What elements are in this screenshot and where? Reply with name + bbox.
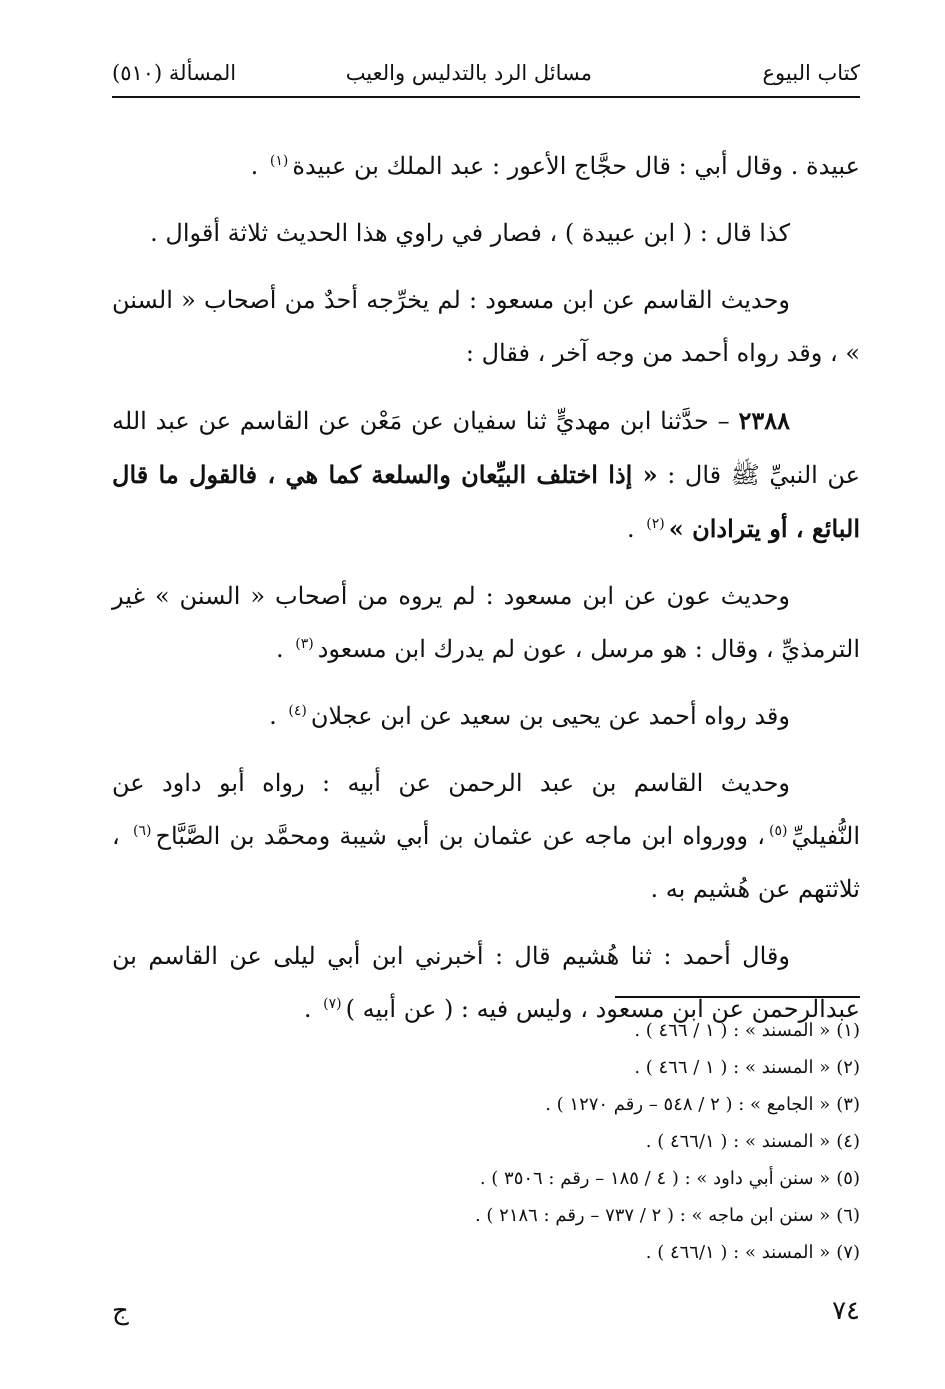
text-segment: – حدَّثنا ابن مهديٍّ ثنا سفيان عن مَعْن عن القاسم عن عبد الله عن النبيِّ ﷺ قال : — [112, 407, 860, 489]
body-text — [112, 140, 860, 1050]
hadith-number: ٢٣٨٨ — [738, 406, 790, 435]
footnote-number: (٤) — [836, 1131, 860, 1152]
footnote — [112, 1086, 860, 1123]
text-segment: . — [250, 152, 266, 180]
text-segment: . — [269, 702, 285, 730]
text-segment: وقد رواه أحمد عن يحيى بن سعيد عن ابن عجلان — [310, 702, 790, 730]
text-segment: . — [627, 515, 643, 543]
footnote-number: (٢) — [836, 1057, 860, 1078]
text-segment: « إذا اختلف البيِّعان والسلعة كما هي ، فالقول ما قال البائع ، أو يترادان » — [112, 460, 860, 543]
footnote-reference: (٢) — [646, 516, 665, 532]
text-segment: عبيدة . وقال أبي : قال حجَّاج الأعور : عبد الملك بن عبيدة — [292, 152, 860, 180]
footnote — [112, 1049, 860, 1086]
running-head — [112, 58, 860, 92]
footnote-text: « المسند » : ( ١ / ٤٦٦ ) . — [634, 1057, 831, 1078]
footnote-reference: (٥) — [768, 823, 788, 839]
footnote-reference: (٣) — [295, 636, 314, 652]
footnote-text: « الجامع » : ( ٢ / ٥٤٨ – رقم ١٢٧٠ ) . — [545, 1094, 831, 1115]
paragraph — [112, 394, 860, 556]
footnote-text: « المسند » : ( ١ / ٤٦٦ ) . — [634, 1020, 831, 1041]
signature-letter: ج — [112, 1296, 129, 1326]
footnote-reference: (٤) — [288, 703, 307, 719]
text-segment: كذا قال : ( ابن عبيدة ) ، فصار في راوي هذا الحديث ثلاثة أقوال . — [150, 219, 790, 247]
footnote — [112, 1197, 860, 1234]
text-segment: وقال أحمد : ثنا هُشيم قال : أخبرني ابن أبي ليلى عن القاسم بن عبدالرحمن عن ابن مسعود ، وليس فيه : ( عن أبيه ) — [112, 942, 860, 1023]
text-segment: ، وورواه ابن ماجه عن عثمان بن أبي شيبة ومحمَّد بن الصَّبَّاح — [155, 822, 765, 850]
footnote — [112, 1234, 860, 1271]
footnote-text: « المسند » : ( ٤٦٦/١ ) . — [645, 1242, 831, 1263]
running-head-chapter: مسائل الرد بالتدليس والعيب — [345, 61, 592, 85]
header-rule — [112, 96, 860, 98]
footnote — [112, 1160, 860, 1197]
text-segment: وحديث القاسم عن ابن مسعود : لم يخرِّجه أحدٌ من أصحاب « السنن » ، وقد رواه أحمد من وجه آخر ، فقال : — [112, 286, 860, 367]
footnote — [112, 1123, 860, 1160]
paragraph — [112, 570, 860, 676]
footnote-rule — [615, 996, 860, 998]
footnote-number: (٦) — [836, 1205, 860, 1226]
footnote — [112, 1012, 860, 1049]
footnote-text: « المسند » : ( ٤٦٦/١ ) . — [645, 1131, 831, 1152]
paragraph — [112, 690, 860, 743]
footnote-number: (٥) — [836, 1168, 860, 1189]
text-segment: ، ثلاثتهم عن هُشيم به . — [112, 822, 860, 903]
text-segment: وحديث عون عن ابن مسعود : لم يروه من أصحاب « السنن » غير الترمذيِّ ، وقال : هو مرسل ، عون لم يدرك ابن مسعود — [112, 582, 860, 663]
footnote-reference: (٧) — [323, 996, 342, 1012]
footnotes — [112, 1012, 860, 1271]
running-head-issue: المسألة (٥١٠) — [112, 61, 237, 85]
paragraph — [112, 207, 860, 260]
paragraph — [112, 274, 860, 380]
footnote-text: « سنن ابن ماجه » : ( ٢ / ٧٣٧ – رقم : ٢١٨٦ ) . — [474, 1205, 831, 1226]
footnote-text: « سنن أبي داود » : ( ٤ / ١٨٥ – رقم : ٣٥٠٦ ) . — [479, 1168, 831, 1189]
text-segment: . — [275, 635, 292, 663]
footnote-reference: (٦) — [133, 823, 152, 839]
paragraph — [112, 757, 860, 916]
text-segment: وحديث القاسم بن عبد الرحمن عن أبيه : رواه أبو داود عن النُّفيليِّ — [112, 769, 860, 850]
text-segment: . — [303, 995, 320, 1023]
footnote-number: (٣) — [836, 1094, 860, 1115]
footnote-reference: (١) — [269, 153, 289, 169]
footnote-number: (١) — [836, 1020, 860, 1041]
paragraph — [112, 140, 860, 193]
running-head-book: كتاب البيوع — [762, 61, 860, 85]
page-number: ٧٤ — [832, 1296, 860, 1326]
footnote-number: (٧) — [836, 1242, 860, 1263]
